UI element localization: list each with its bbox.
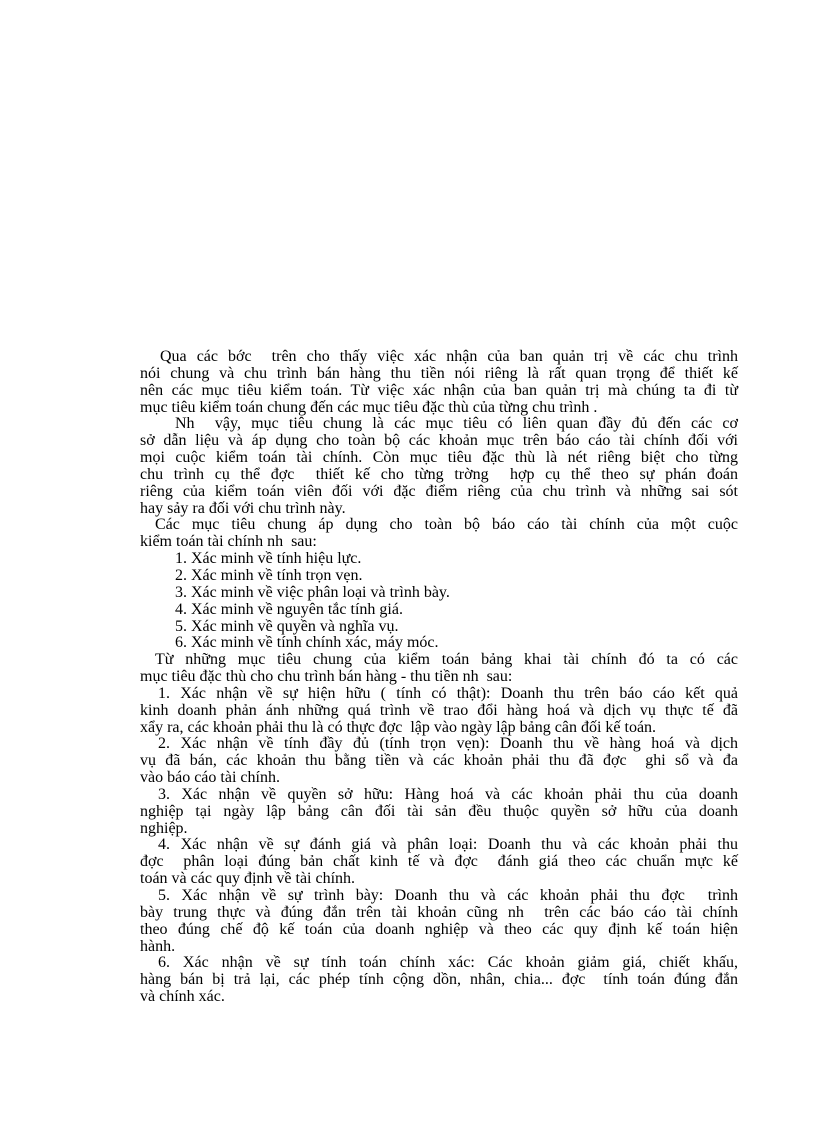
text-line: Từ những mục tiêu chung của kiểm toán bảng khai tài chính đó ta có các <box>155 651 738 669</box>
text-line: chu trình cụ thể đợc thiết kế cho từng trờng hợp cụ thể theo sự phán đoán <box>140 465 738 483</box>
text-line: 6. Xác nhận về sự tính toán chính xác: Các khoản giảm giá, chiết khấu, <box>158 954 738 972</box>
text-line: nghiệp tại ngày lập bảng cân đối tài sản đều thuộc quyền sở hữu của doanh <box>140 802 738 820</box>
text-line: nói chung và chu trình bán hàng thu tiền nói riêng là rất quan trọng để thiết kế <box>140 364 738 382</box>
text-line: vào báo cáo tài chính. <box>140 769 280 787</box>
paragraph <box>140 837 738 888</box>
list-item: 2. Xác minh về tính trọn vẹn. <box>175 566 363 584</box>
paragraph <box>140 787 738 838</box>
text-line: mọi cuộc kiểm toán tài chính. Còn mục tiêu đặc thù là nét riêng biệt cho từng <box>140 449 738 467</box>
text-line: riêng của kiểm toán viên đối với đặc điểm riêng của chu trình và những sai sót <box>140 482 738 500</box>
list-item: 4. Xác minh về nguyên tắc tính giá. <box>175 600 403 618</box>
text-line: theo đúng chế độ kế toán của doanh nghiệp và theo các quy định kế toán hiện <box>140 920 738 938</box>
text-line: và chính xác. <box>140 988 225 1006</box>
text-line: 2. Xác nhận về tính đầy đủ (tính trọn vẹn): Doanh thu về hàng hoá và dịch <box>158 735 738 753</box>
text-line: toán và các quy định về tài chính. <box>140 870 356 888</box>
paragraph <box>140 736 738 787</box>
list-item: 6. Xác minh về tính chính xác, máy móc. <box>175 634 439 652</box>
text-line: vụ đã bán, các khoản thu bằng tiền và các khoản phải thu đã đợc ghi sổ và đa <box>140 752 738 770</box>
text-line: mục tiêu đặc thù cho chu trình bán hàng - thu tiền nh sau: <box>140 668 513 686</box>
list-item: 3. Xác minh về việc phân loại và trình bày. <box>175 583 450 601</box>
text-line: Các mục tiêu chung áp dụng cho toàn bộ báo cáo tài chính của một cuộc <box>155 516 738 534</box>
text-line: nghiệp. <box>140 819 188 837</box>
paragraph <box>140 955 738 1006</box>
text-line: đợc phân loại đúng bản chất kinh tế và đợc đánh giá theo các chuẩn mực kế <box>140 853 738 871</box>
numbered-list <box>140 551 738 652</box>
paragraph <box>140 686 738 737</box>
list-item: 1. Xác minh về tính hiệu lực. <box>175 550 362 568</box>
text-line: bày trung thực và đúng đắn trên tài khoản cũng nh trên các báo cáo tài chính <box>140 903 738 921</box>
list-item: 5. Xác minh về quyền và nghĩa vụ. <box>175 617 399 635</box>
text-line: sở dẫn liệu và áp dụng cho toàn bộ các khoản mục trên báo cáo tài chính đối với <box>140 432 738 450</box>
paragraph <box>140 652 738 686</box>
text-line: 5. Xác nhận về sự trình bày: Doanh thu và các khoản phải thu đợc trình <box>158 887 738 904</box>
text-line: 1. Xác nhận về sự hiện hữu ( tính có thật): Doanh thu trên báo cáo kết quả <box>158 684 738 702</box>
text-line: nên các mục tiêu kiểm toán. Từ việc xác nhận của ban quản trị mà chúng ta đi từ <box>140 381 738 399</box>
paragraph <box>140 416 738 517</box>
text-line: 3. Xác nhận về quyền sở hữu: Hàng hoá và các khoản phải thu của doanh <box>158 785 738 803</box>
paragraph <box>140 349 738 416</box>
paragraph <box>140 888 738 955</box>
text-line: hành. <box>140 937 176 955</box>
text-line: hàng bán bị trả lại, các phép tính cộng dồn, nhân, chia... đợc tính toán đúng đắn <box>140 971 738 989</box>
text-line: Nh vậy, mục tiêu chung là các mục tiêu có liên quan đầy đủ đến các cơ <box>175 415 738 433</box>
text-line: kinh doanh phản ánh những quá trình về trao đổi hàng hoá và dịch vụ thực tế đã <box>140 701 738 719</box>
paragraph <box>140 517 738 551</box>
document-body <box>140 349 738 1006</box>
text-line: kiểm toán tài chính nh sau: <box>140 533 317 551</box>
text-line: Qua các bớc trên cho thấy việc xác nhận của ban quản trị về các chu trình <box>160 348 738 365</box>
text-line: hay sảy ra đối với chu trình này. <box>140 499 346 517</box>
text-line: xẩy ra, các khoản phải thu là có thực đợc lập vào ngày lập bảng cân đối kế toán. <box>140 718 657 736</box>
text-line: 4. Xác nhận về sự đánh giá và phân loại: Doanh thu và các khoản phải thu <box>158 836 738 854</box>
text-line: mục tiêu kiểm toán chung đến các mục tiêu đặc thù của từng chu trình . <box>140 398 598 416</box>
